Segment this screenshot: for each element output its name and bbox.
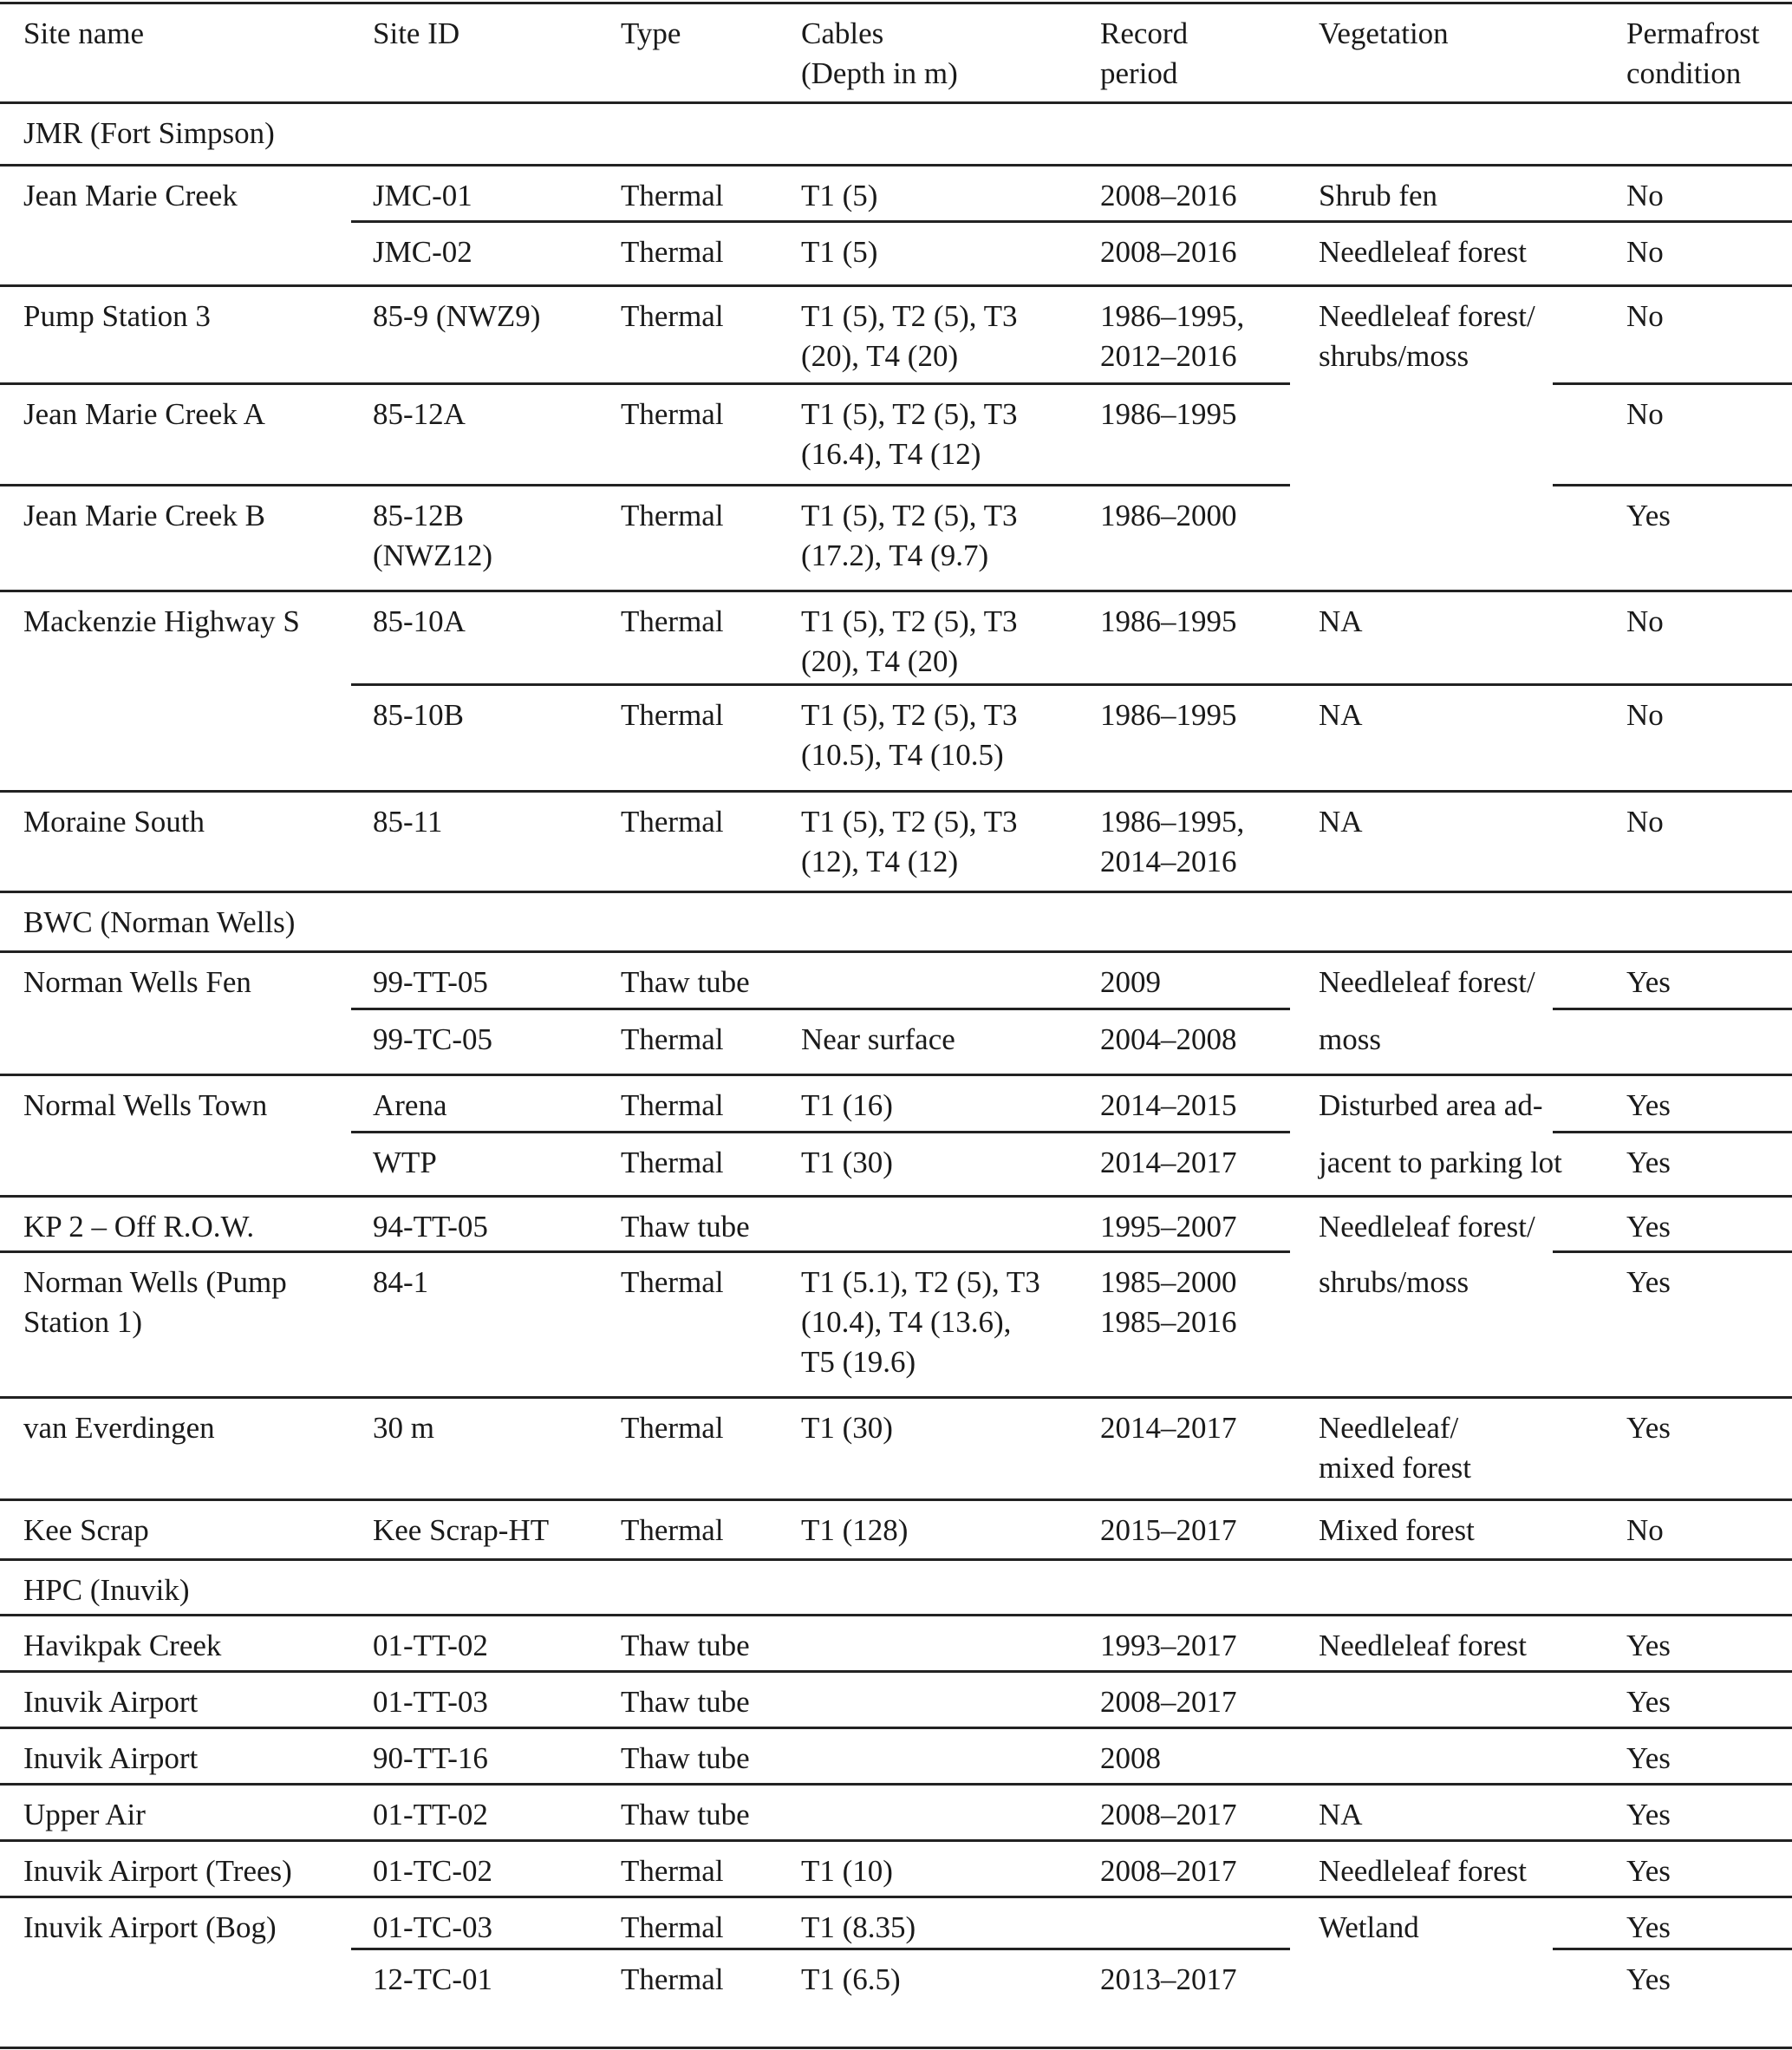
cell-vegetation: moss bbox=[1319, 1022, 1381, 1056]
cell-cables: T1 (5), T2 (5), T3 (20), T4 (20) bbox=[801, 299, 1018, 373]
cell-cables: T1 (5), T2 (5), T3 (10.5), T4 (10.5) bbox=[801, 698, 1018, 772]
cell-site-id: 01-TC-03 bbox=[373, 1910, 493, 1944]
cell-site-name: van Everdingen bbox=[23, 1411, 215, 1445]
cell-vegetation: NA bbox=[1319, 604, 1363, 638]
cell-vegetation: Shrub fen bbox=[1319, 179, 1438, 212]
cell-permafrost-condition: Yes bbox=[1626, 965, 1671, 999]
cell-site-id: Arena bbox=[373, 1088, 447, 1122]
cell-cables: T1 (10) bbox=[801, 1854, 893, 1888]
cell-record-period: 2008 bbox=[1100, 1741, 1161, 1775]
cell-type: Thermal bbox=[621, 1088, 724, 1122]
split-rule bbox=[1553, 484, 1792, 486]
cell-type: Thermal bbox=[621, 1146, 724, 1179]
header-type: Type bbox=[621, 16, 681, 50]
cell-type: Thermal bbox=[621, 1854, 724, 1888]
cell-permafrost-condition: Yes bbox=[1626, 1910, 1671, 1944]
sub-row-rule bbox=[351, 220, 1792, 223]
cell-vegetation: NA bbox=[1319, 1798, 1363, 1831]
cell-record-period: 1986–2000 bbox=[1100, 499, 1237, 532]
cell-site-name: Inuvik Airport bbox=[23, 1685, 199, 1719]
cell-permafrost-condition: Yes bbox=[1626, 1088, 1671, 1122]
cell-site-id: 85-12A bbox=[373, 397, 466, 431]
cell-type: Thermal bbox=[621, 604, 724, 638]
cell-type: Thermal bbox=[621, 1962, 724, 1996]
split-rule bbox=[0, 484, 1290, 486]
table-rule bbox=[0, 1783, 1792, 1786]
group-label: BWC (Norman Wells) bbox=[23, 905, 296, 939]
cell-record-period: 2014–2017 bbox=[1100, 1146, 1237, 1179]
table-rule bbox=[0, 284, 1792, 287]
cell-cables: T1 (16) bbox=[801, 1088, 893, 1122]
cell-record-period: 2004–2008 bbox=[1100, 1022, 1237, 1056]
cell-site-name: Pump Station 3 bbox=[23, 299, 211, 333]
cell-type: Thermal bbox=[621, 1513, 724, 1547]
cell-type: Thermal bbox=[621, 299, 724, 333]
cell-type: Thermal bbox=[621, 1411, 724, 1445]
table-rule bbox=[0, 790, 1792, 793]
cell-vegetation: jacent to parking lot bbox=[1319, 1146, 1562, 1179]
cell-permafrost-condition: No bbox=[1626, 235, 1664, 269]
cell-site-id: 90-TT-16 bbox=[373, 1741, 488, 1775]
cell-site-id: 12-TC-01 bbox=[373, 1962, 493, 1996]
cell-type: Thermal bbox=[621, 179, 724, 212]
cell-permafrost-condition: Yes bbox=[1626, 1685, 1671, 1719]
table-rule bbox=[0, 2047, 1792, 2049]
table-rule bbox=[0, 1195, 1792, 1198]
cell-cables: T1 (8.35) bbox=[801, 1910, 916, 1944]
cell-site-id: 85-10A bbox=[373, 604, 466, 638]
cell-type: Thermal bbox=[621, 235, 724, 269]
cell-type: Thermal bbox=[621, 397, 724, 431]
cell-cables: T1 (5) bbox=[801, 179, 878, 212]
group-label: JMR (Fort Simpson) bbox=[23, 116, 275, 150]
cell-vegetation: Needleleaf forest/ bbox=[1319, 1210, 1535, 1244]
cell-record-period: 2008–2017 bbox=[1100, 1798, 1237, 1831]
sub-row-rule bbox=[1553, 1948, 1792, 1950]
header-vegetation: Vegetation bbox=[1319, 16, 1449, 50]
cell-site-id: JMC-01 bbox=[373, 179, 472, 212]
cell-record-period: 1993–2017 bbox=[1100, 1629, 1237, 1662]
cell-record-period: 2008–2017 bbox=[1100, 1854, 1237, 1888]
cell-site-id: 01-TT-02 bbox=[373, 1629, 488, 1662]
split-rule bbox=[1553, 1250, 1792, 1253]
cell-permafrost-condition: Yes bbox=[1626, 499, 1671, 532]
header-record-period: Record period bbox=[1100, 16, 1189, 90]
cell-record-period: 2014–2017 bbox=[1100, 1411, 1237, 1445]
sub-row-rule bbox=[351, 683, 1792, 686]
cell-permafrost-condition: No bbox=[1626, 805, 1664, 839]
cell-site-name: Norman Wells Fen bbox=[23, 965, 251, 999]
cell-permafrost-condition: Yes bbox=[1626, 1629, 1671, 1662]
cell-site-name: Inuvik Airport (Trees) bbox=[23, 1854, 292, 1888]
cell-record-period: 1986–1995 bbox=[1100, 604, 1237, 638]
table-rule bbox=[0, 1498, 1792, 1501]
table-rule bbox=[0, 1558, 1792, 1561]
cell-vegetation: Needleleaf forest/ bbox=[1319, 965, 1535, 999]
cell-type: Thaw tube bbox=[621, 1629, 750, 1662]
cell-record-period: 2009 bbox=[1100, 965, 1161, 999]
cell-site-name: Inuvik Airport (Bog) bbox=[23, 1910, 277, 1944]
cell-site-name: Inuvik Airport bbox=[23, 1741, 199, 1775]
cell-site-name: Norman Wells (Pump Station 1) bbox=[23, 1265, 287, 1339]
cell-permafrost-condition: No bbox=[1626, 604, 1664, 638]
cell-site-id: 01-TT-03 bbox=[373, 1685, 488, 1719]
cell-record-period: 1986–1995 bbox=[1100, 397, 1237, 431]
table-rule bbox=[0, 891, 1792, 893]
cell-cables: T1 (5), T2 (5), T3 (17.2), T4 (9.7) bbox=[801, 499, 1018, 572]
cell-permafrost-condition: No bbox=[1626, 397, 1664, 431]
cell-site-id: 85-9 (NWZ9) bbox=[373, 299, 541, 333]
cell-vegetation: Needleleaf forest bbox=[1319, 1629, 1527, 1662]
table-rule bbox=[0, 1670, 1792, 1673]
cell-record-period: 1995–2007 bbox=[1100, 1210, 1237, 1244]
cell-vegetation: NA bbox=[1319, 698, 1363, 732]
cell-site-id: 01-TC-02 bbox=[373, 1854, 493, 1888]
cell-permafrost-condition: Yes bbox=[1626, 1741, 1671, 1775]
cell-record-period: 2015–2017 bbox=[1100, 1513, 1237, 1547]
split-rule bbox=[0, 1250, 1290, 1253]
cell-permafrost-condition: Yes bbox=[1626, 1411, 1671, 1445]
header-site-name: Site name bbox=[23, 16, 144, 50]
cell-permafrost-condition: Yes bbox=[1626, 1854, 1671, 1888]
cell-site-id: 30 m bbox=[373, 1411, 434, 1445]
cell-vegetation: Needleleaf/ mixed forest bbox=[1319, 1411, 1471, 1485]
cell-type: Thermal bbox=[621, 1910, 724, 1944]
cell-vegetation: Needleleaf forest bbox=[1319, 1854, 1527, 1888]
cell-cables: T1 (128) bbox=[801, 1513, 909, 1547]
cell-vegetation: shrubs/moss bbox=[1319, 1265, 1469, 1299]
cell-vegetation: Mixed forest bbox=[1319, 1513, 1475, 1547]
cell-record-period: 2014–2015 bbox=[1100, 1088, 1237, 1122]
cell-type: Thermal bbox=[621, 1265, 724, 1299]
cell-site-name: Mackenzie Highway S bbox=[23, 604, 300, 638]
cell-site-name: Jean Marie Creek B bbox=[23, 499, 265, 532]
cell-record-period: 1986–1995, 2012–2016 bbox=[1100, 299, 1245, 373]
table-rule bbox=[0, 590, 1792, 592]
cell-vegetation: Wetland bbox=[1319, 1910, 1419, 1944]
cell-site-name: Jean Marie Creek A bbox=[23, 397, 265, 431]
cell-site-id: Kee Scrap-HT bbox=[373, 1513, 550, 1547]
cell-record-period: 2013–2017 bbox=[1100, 1962, 1237, 1996]
cell-permafrost-condition: Yes bbox=[1626, 1210, 1671, 1244]
sub-row-rule bbox=[351, 1948, 1290, 1950]
cell-type: Thermal bbox=[621, 698, 724, 732]
header-site-id: Site ID bbox=[373, 16, 460, 50]
cell-site-id: 85-10B bbox=[373, 698, 464, 732]
cell-permafrost-condition: No bbox=[1626, 698, 1664, 732]
cell-vegetation: Needleleaf forest bbox=[1319, 235, 1527, 269]
cell-site-id: WTP bbox=[373, 1146, 437, 1179]
table-rule bbox=[0, 1839, 1792, 1842]
table-rule bbox=[0, 101, 1792, 104]
cell-vegetation: NA bbox=[1319, 805, 1363, 839]
cell-permafrost-condition: Yes bbox=[1626, 1146, 1671, 1179]
cell-cables: Near surface bbox=[801, 1022, 955, 1056]
cell-record-period: 1985–2000 1985–2016 bbox=[1100, 1265, 1237, 1339]
cell-type: Thaw tube bbox=[621, 965, 750, 999]
cell-permafrost-condition: No bbox=[1626, 179, 1664, 212]
sub-row-rule bbox=[1553, 1131, 1792, 1133]
table-rule bbox=[0, 1074, 1792, 1076]
cell-site-name: Upper Air bbox=[23, 1798, 146, 1831]
table-rule bbox=[0, 1614, 1792, 1616]
cell-site-id: 85-12B (NWZ12) bbox=[373, 499, 493, 572]
cell-site-name: KP 2 – Off R.O.W. bbox=[23, 1210, 255, 1244]
sub-row-rule bbox=[1553, 1008, 1792, 1010]
cell-cables: T1 (5), T2 (5), T3 (16.4), T4 (12) bbox=[801, 397, 1018, 471]
cell-permafrost-condition: No bbox=[1626, 1513, 1664, 1547]
table-rule bbox=[0, 950, 1792, 953]
cell-type: Thermal bbox=[621, 499, 724, 532]
cell-site-id: 84-1 bbox=[373, 1265, 429, 1299]
cell-cables: T1 (5) bbox=[801, 235, 878, 269]
cell-cables: T1 (5), T2 (5), T3 (20), T4 (20) bbox=[801, 604, 1018, 678]
cell-type: Thaw tube bbox=[621, 1798, 750, 1831]
cell-site-name: Jean Marie Creek bbox=[23, 179, 238, 212]
cell-permafrost-condition: No bbox=[1626, 299, 1664, 333]
cell-record-period: 1986–1995, 2014–2016 bbox=[1100, 805, 1245, 878]
table-rule bbox=[0, 1727, 1792, 1729]
cell-record-period: 2008–2016 bbox=[1100, 179, 1237, 212]
table-rule bbox=[0, 1896, 1792, 1898]
split-rule bbox=[1553, 382, 1792, 385]
cell-type: Thaw tube bbox=[621, 1685, 750, 1719]
sub-row-rule bbox=[351, 1008, 1290, 1010]
cell-cables: T1 (30) bbox=[801, 1411, 893, 1445]
cell-type: Thaw tube bbox=[621, 1741, 750, 1775]
sub-row-rule bbox=[351, 1131, 1290, 1133]
cell-cables: T1 (30) bbox=[801, 1146, 893, 1179]
cell-type: Thermal bbox=[621, 1022, 724, 1056]
cell-record-period: 2008–2017 bbox=[1100, 1685, 1237, 1719]
cell-cables: T1 (5.1), T2 (5), T3 (10.4), T4 (13.6), T5 (19.6) bbox=[801, 1265, 1040, 1379]
cell-site-name: Moraine South bbox=[23, 805, 205, 839]
cell-cables: T1 (5), T2 (5), T3 (12), T4 (12) bbox=[801, 805, 1018, 878]
cell-site-id: 01-TT-02 bbox=[373, 1798, 488, 1831]
cell-vegetation: Needleleaf forest/ shrubs/moss bbox=[1319, 299, 1535, 373]
cell-site-id: 94-TT-05 bbox=[373, 1210, 488, 1244]
cell-permafrost-condition: Yes bbox=[1626, 1962, 1671, 1996]
cell-site-id: JMC-02 bbox=[373, 235, 472, 269]
cell-permafrost-condition: Yes bbox=[1626, 1798, 1671, 1831]
cell-type: Thermal bbox=[621, 805, 724, 839]
group-label: HPC (Inuvik) bbox=[23, 1573, 190, 1607]
header-cables: Cables (Depth in m) bbox=[801, 16, 958, 90]
cell-site-name: Kee Scrap bbox=[23, 1513, 149, 1547]
table-rule bbox=[0, 1396, 1792, 1399]
cell-record-period: 2008–2016 bbox=[1100, 235, 1237, 269]
cell-permafrost-condition: Yes bbox=[1626, 1265, 1671, 1299]
cell-cables: T1 (6.5) bbox=[801, 1962, 901, 1996]
cell-record-period: 1986–1995 bbox=[1100, 698, 1237, 732]
cell-vegetation: Disturbed area ad- bbox=[1319, 1088, 1543, 1122]
cell-type: Thaw tube bbox=[621, 1210, 750, 1244]
cell-site-id: 99-TT-05 bbox=[373, 965, 488, 999]
cell-site-name: Normal Wells Town bbox=[23, 1088, 268, 1122]
table-rule bbox=[0, 164, 1792, 166]
split-rule bbox=[0, 382, 1290, 385]
cell-site-id: 85-11 bbox=[373, 805, 443, 839]
cell-site-name: Havikpak Creek bbox=[23, 1629, 222, 1662]
header-permafrost-condition: Permafrost condition bbox=[1626, 16, 1760, 90]
cell-site-id: 99-TC-05 bbox=[373, 1022, 493, 1056]
table-rule bbox=[0, 2, 1792, 4]
